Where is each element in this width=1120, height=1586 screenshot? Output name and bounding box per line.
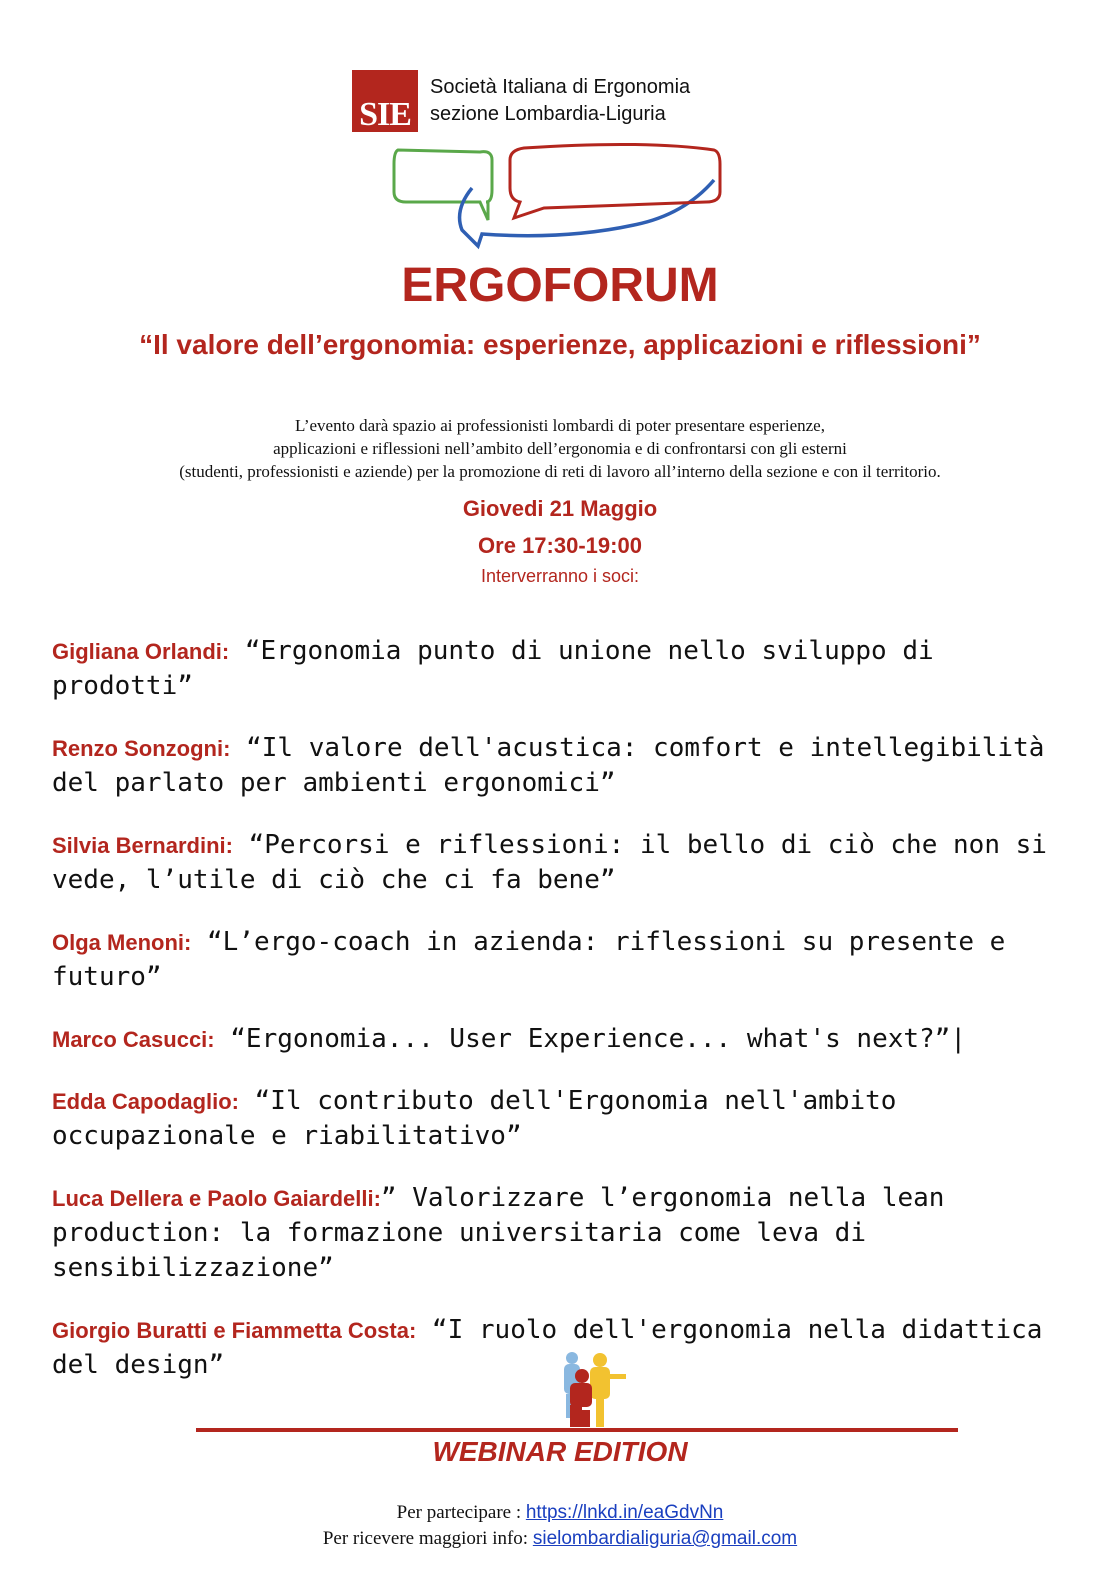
speaker-item [52,828,1072,898]
talk-title: “Il contributo dell'Ergonomia nell'ambito occupazionale e riabilitativo” [52,1086,897,1151]
description-line: applicazioni e riflessioni nell’ambito dell’ergonomia e di confrontarsi con gli esterni [273,439,847,458]
info-email-link[interactable]: sielombardialiguria@gmail.com [532,1528,798,1549]
speaker-item [52,634,1072,704]
sie-logo-text [430,74,690,128]
talk-title: “Il valore dell'acustica: comfort e intellegibilità del parlato per ambienti ergonomici” [52,733,1045,798]
speaker-name: Olga Menoni: [52,930,192,955]
speaker-item [52,925,1072,995]
participate-line [0,1500,1120,1526]
description-line: L’evento darà spazio ai professionisti lombardi di poter presentare esperienze, [295,416,825,435]
participate-link[interactable]: https://lnkd.in/eaGdvNn [525,1502,724,1523]
talk-title: “I ruolo dell'ergonomia nella didattica del design” [52,1315,1043,1380]
talk-title: “L’ergo-coach in azienda: riflessioni su presente e futuro” [52,927,1006,992]
speaker-item [52,1181,1072,1286]
speaker-name: Edda Capodaglio: [52,1089,239,1114]
sie-logo [352,70,690,132]
logo-line2: sezione Lombardia-Liguria [430,103,666,125]
talk-title: “Ergonomia punto di unione nello sviluppo di prodotti” [52,636,934,701]
speaker-name: Silvia Bernardini: [52,833,233,858]
speaker-name: Renzo Sonzogni: [52,736,231,761]
speaker-item [52,1022,1072,1057]
logo-line1: Società Italiana di Ergonomia [430,76,691,98]
event-time: Ore 17:30-19:00 [478,533,642,558]
speaker-name: Luca Dellera e Paolo Gaiardelli: [52,1186,381,1211]
participate-label: Per partecipare : [396,1502,526,1523]
info-label: Per ricevere maggiori info: [322,1528,533,1549]
speaker-list [52,634,1072,1410]
edition-label: WEBINAR EDITION [432,1436,688,1467]
event-date: Giovedi 21 Maggio [462,496,658,521]
speaker-name: Marco Casucci: [52,1027,215,1052]
speakers-intro: Interverranno i soci: [480,566,640,586]
info-line [0,1526,1120,1552]
speech-bubbles-icon [384,130,734,255]
sie-logo-mark: SIE [352,70,418,132]
description-line: (studenti, professionisti e aziende) per la promozione di reti di lavoro all’interno della sezione e con il territorio. [179,462,941,481]
ergonomics-figures-icon [552,1350,632,1430]
speaker-name: Giorgio Buratti e Fiammetta Costa: [52,1318,417,1343]
speaker-item [52,731,1072,801]
talk-title: “Percorsi e riflessioni: il bello di ciò che non si vede, l’utile di ciò che ci fa bene” [52,830,1047,895]
event-title: ERGOFORUM [401,259,719,312]
speaker-item [52,1084,1072,1154]
event-subtitle: “Il valore dell’ergonomia: esperienze, applicazioni e riflessioni” [139,329,981,360]
divider-line [196,1428,958,1432]
talk-title: “Ergonomia... User Experience... what's next?”| [214,1024,966,1054]
talk-title: ” Valorizzare l’ergonomia nella lean production: la formazione universitaria come leva di sensibilizzazione” [52,1183,945,1283]
footer-info [0,1500,1120,1552]
speaker-name: Gigliana Orlandi: [52,639,230,664]
event-description [40,414,1080,483]
